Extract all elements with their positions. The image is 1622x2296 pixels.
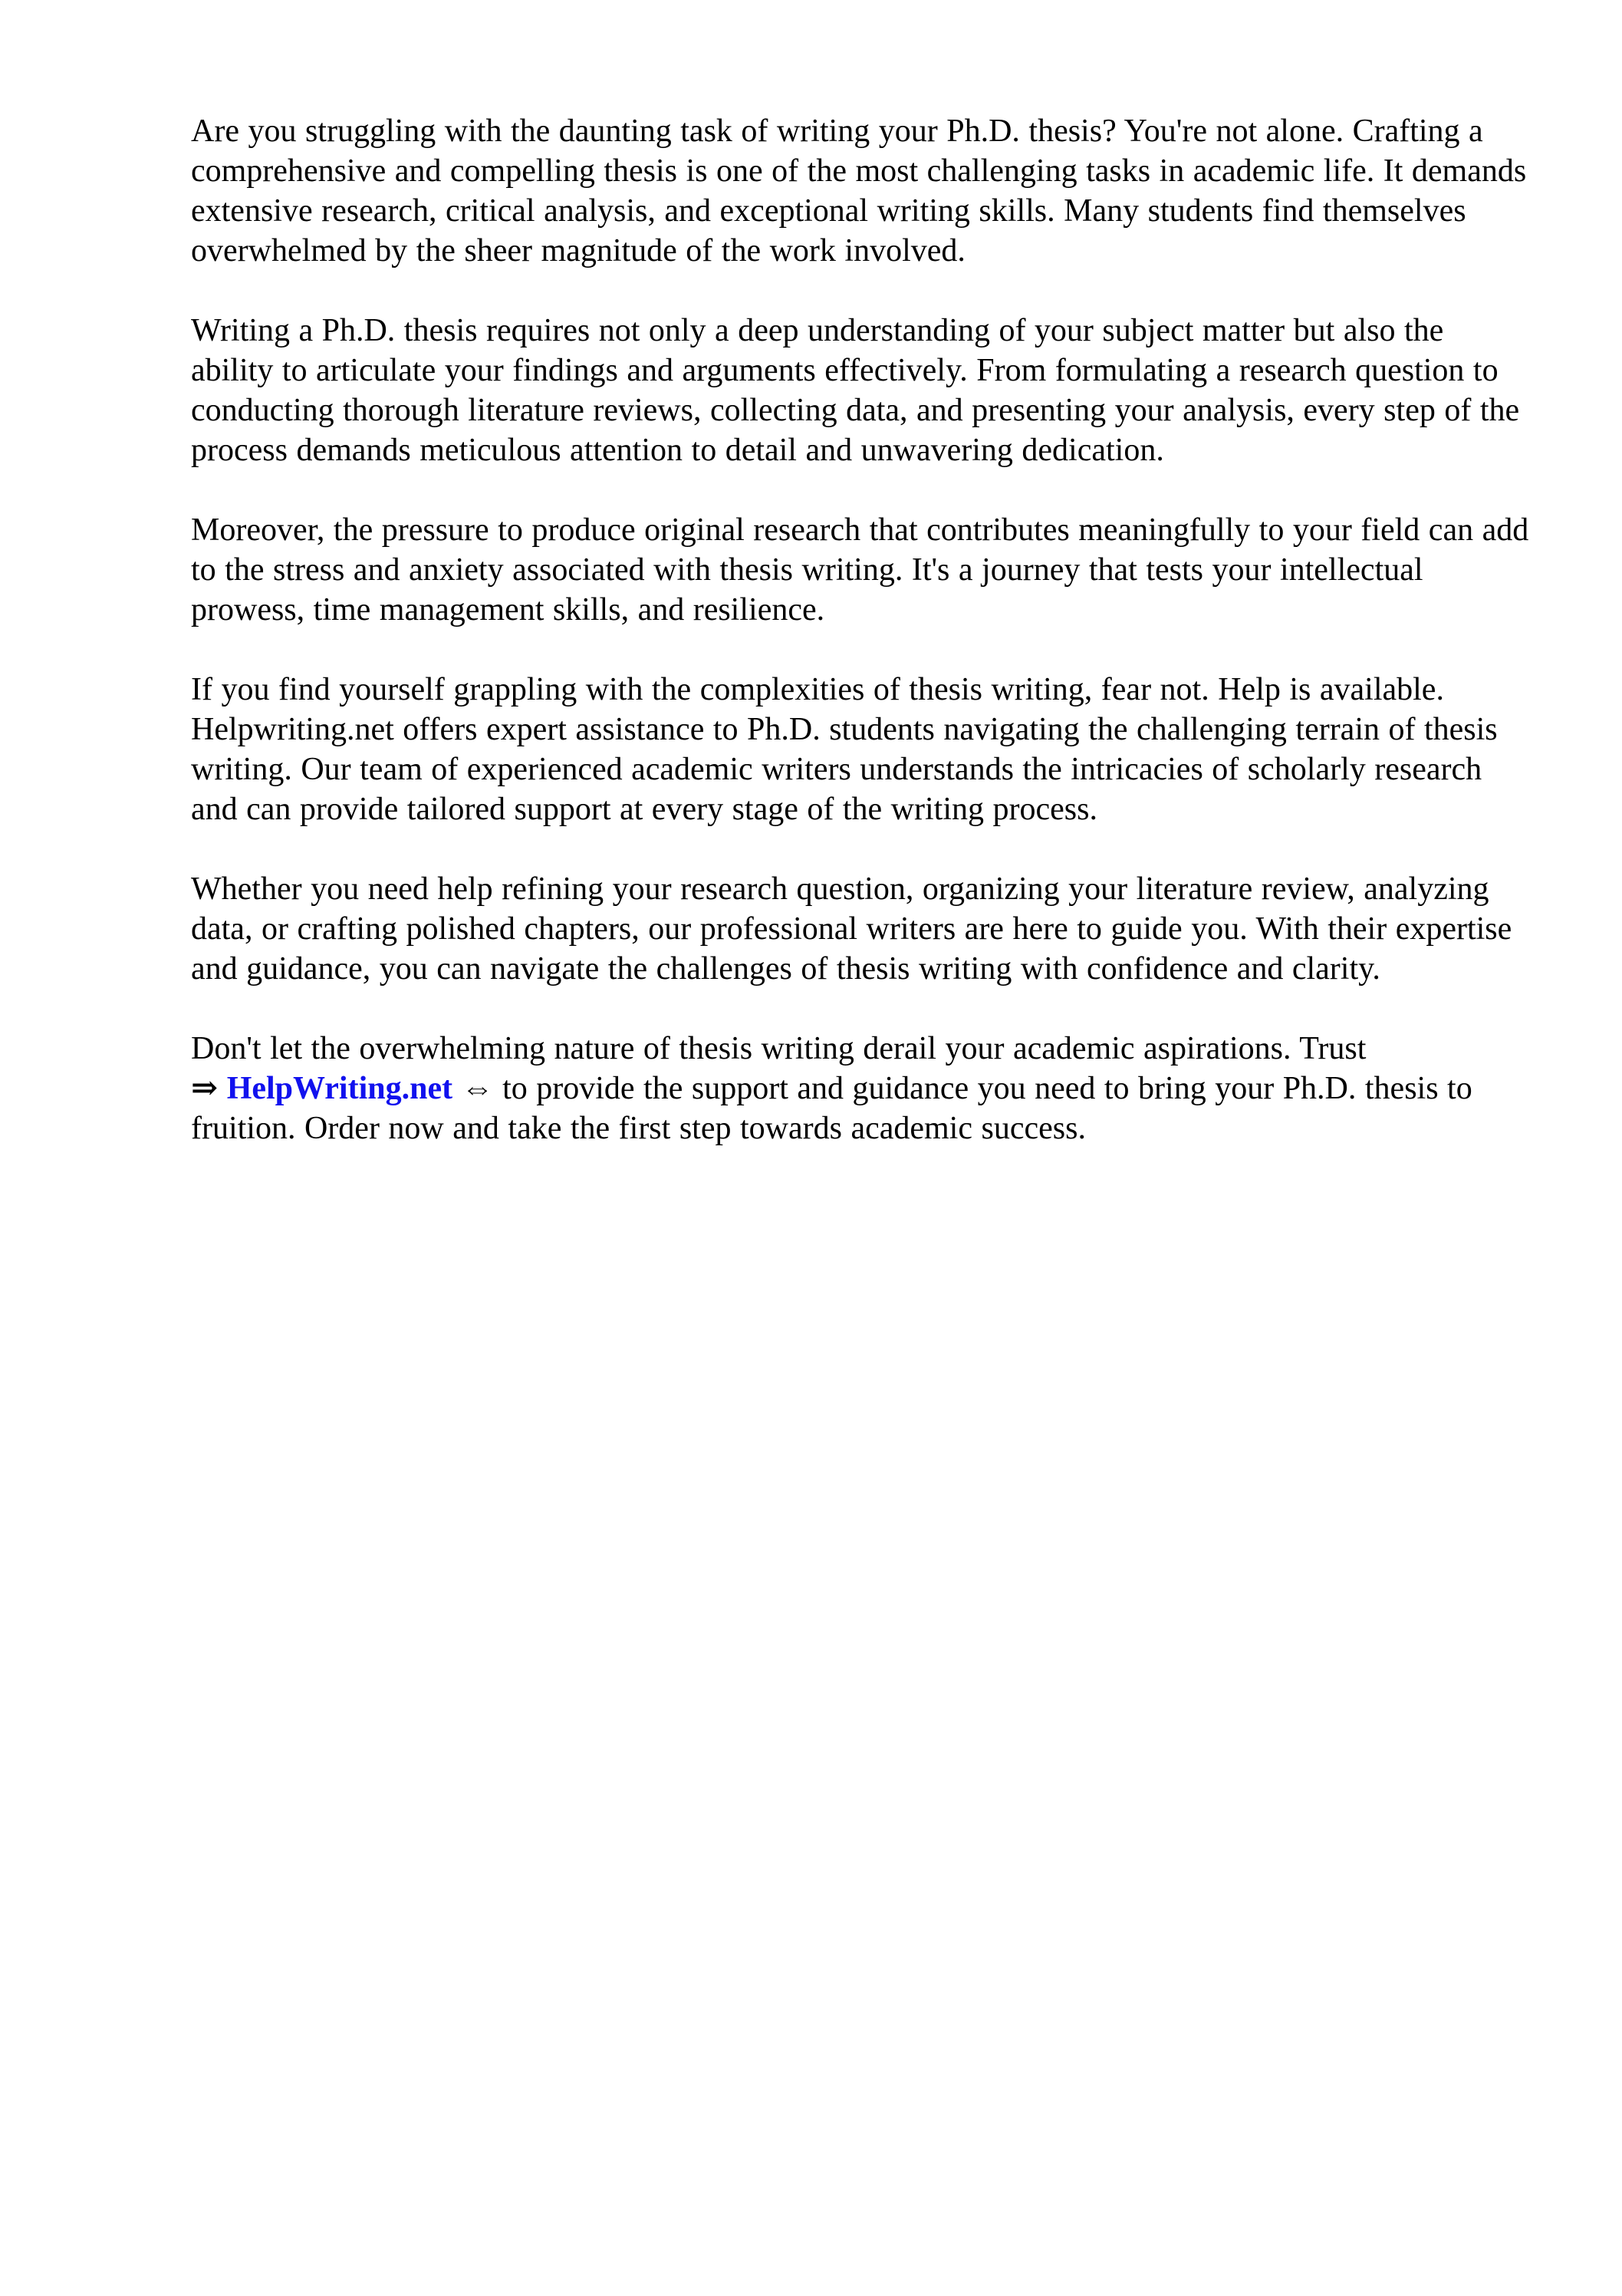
paragraph-help-available: If you find yourself grappling with the complexities of thesis writing, fear not. Help is available. Helpwriting.net offers expert assistance to Ph.D. students navigating the challenging terrain of thesis writing. Our team of experienced academic writers understands the intricacies of scholarly research and can provide tailored support at every stage of the writing process. [191, 672, 1498, 827]
paragraph-pressure: Moreover, the pressure to produce original research that contributes meaningfully to your field can add to the stress and anxiety associated with thesis writing. It's a journey that tests your intellectual prowess, time management skills, and resilience. [191, 512, 1529, 628]
paragraph-intro: Are you struggling with the daunting task of writing your Ph.D. thesis? You're not alone. Crafting a comprehensive and compelling thesis is one of the most challenging tasks in academic life. It demands extensive research, critical analysis, and exceptional writing skills. Many students find themselves overwhelmed by the sheer magnitude of the work involved. [191, 114, 1527, 268]
paragraph-services: Whether you need help refining your research question, organizing your literature review, analyzing data, or crafting polished chapters, our professional writers are here to guide you. With their expertise and guidance, you can navigate the challenges of thesis writing with confidence and clarity. [191, 871, 1512, 987]
paragraph-requirements: Writing a Ph.D. thesis requires not only a deep understanding of your subject matter but also the ability to articulate your findings and arguments effectively. From formulating a research question to conducting thorough literature reviews, collecting data, and presenting your analysis, every step of the process demands meticulous attention to detail and unwavering dedication. [191, 313, 1520, 468]
double-arrow-right-icon: ⇒ [191, 1071, 227, 1106]
cta-text-after: to provide the support and guidance you need to bring your Ph.D. thesis to fruition. Order now and take the first step towards academic success. [191, 1071, 1472, 1146]
cta-text-before: Don't let the overwhelming nature of thesis writing derail your academic aspirations. Trust [191, 1031, 1367, 1066]
helpwriting-link[interactable]: HelpWriting.net [226, 1071, 453, 1106]
double-arrow-leftright-icon: ⇔ [452, 1071, 503, 1106]
text-content [191, 111, 1529, 1188]
paragraph-cta [191, 1029, 1529, 1148]
